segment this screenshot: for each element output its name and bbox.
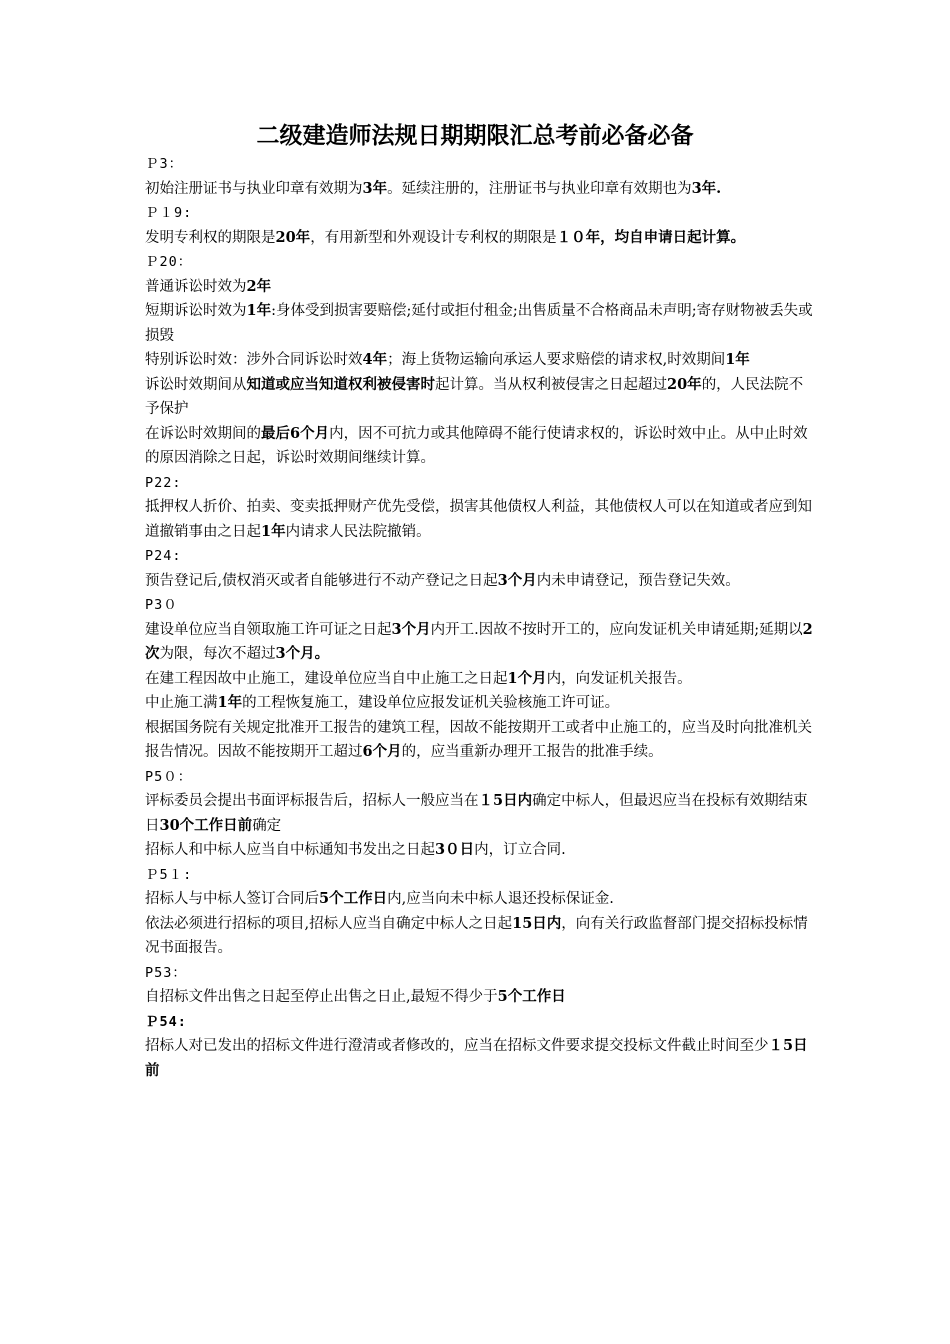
text-segment: 在诉讼时效期间的	[145, 425, 261, 442]
text-segment: 中止施工满	[145, 695, 218, 711]
text-segment: 的，应当重新办理开工报告的批准手续。	[401, 744, 663, 760]
text-segment: 内，订立合同.	[474, 842, 566, 858]
text-segment: 根据国务院有关规定批准开工报告的建筑工程，因故不能按期开工或者中止施工的，应当及时向批准机关报告情况。因故不能按期开工超过	[145, 719, 812, 760]
text-segment: P22:	[145, 474, 182, 491]
text-segment: P5０：	[145, 768, 193, 785]
paragraph	[145, 1034, 813, 1083]
highlighted-term: 20年	[667, 375, 702, 393]
text-segment: ，有用新型和外观设计专利权的期限是	[310, 229, 557, 246]
text-segment: P53：	[145, 964, 187, 981]
page-reference	[145, 863, 813, 888]
text-segment: 招标人和中标人应当自中标通知书发出之日起	[145, 842, 435, 858]
page-reference	[145, 961, 813, 986]
text-segment: 。延续注册的，注册证书与执业印章有效期也为	[387, 180, 692, 197]
highlighted-term: 最后6个月	[261, 424, 330, 442]
text-segment: 预告登记后,债权消灭或者自能够进行不动产登记之日起	[145, 572, 498, 589]
highlighted-term: １5日内	[478, 792, 533, 809]
highlighted-term: 20年	[275, 228, 311, 246]
text-segment: P24:	[145, 548, 182, 564]
text-segment: 的工程恢复施工，建设单位应报发证机关验核施工许可证。	[242, 695, 620, 711]
paragraph	[145, 985, 813, 1010]
highlighted-term: 6个月	[362, 743, 402, 760]
highlighted-term: 5个工作日	[319, 890, 388, 907]
text-segment: 的，人民法院不予保护	[145, 376, 804, 417]
highlighted-term: １5日前	[145, 1037, 808, 1079]
highlighted-term: 5个工作日	[497, 988, 566, 1005]
text-segment: ；海上货物运输向承运人要求赔偿的请求权,时效期间	[387, 352, 726, 368]
text-segment: 诉讼时效期间从	[145, 376, 247, 393]
text-segment: ，向有关行政监督部门提交招标投标情况书面报告。	[145, 915, 808, 956]
page-reference	[145, 544, 813, 569]
paragraph	[145, 618, 813, 667]
text-segment: 起计算。当从权利被侵害之日起超过	[435, 376, 667, 393]
paragraph	[145, 789, 813, 838]
paragraph	[145, 912, 813, 961]
paragraph	[145, 299, 813, 348]
text-segment: 内,应当向未中标人退还投标保证金.	[387, 891, 614, 907]
highlighted-term: 3０日	[435, 841, 475, 858]
highlighted-term: 3个月。	[275, 645, 330, 662]
text-segment: 内，向发证机关报告。	[546, 670, 692, 687]
document-title: 二级建造师法规日期期限汇总考前必备必备	[256, 122, 694, 149]
text-segment: 招标人与中标人签订合同后	[145, 891, 319, 907]
paragraph	[145, 348, 813, 373]
text-segment: 在建工程因故中止施工，建设单位应当自中止施工之日起	[145, 670, 508, 687]
text-segment: 内，因不可抗力或其他障碍不能行使请求权的，诉讼时效中止。从中止时效的原因消除之日起，诉讼时效期间继续计算。	[145, 425, 808, 466]
text-segment: Ｐ20：	[145, 254, 193, 270]
page-reference	[145, 471, 813, 496]
text-segment: 普通诉讼时效为	[145, 278, 247, 295]
paragraph	[145, 667, 813, 692]
text-segment: 特别诉讼时效：涉外合同诉讼时效	[145, 352, 363, 368]
text-segment: 招标人对已发出的招标文件进行澄清或者修改的，应当在招标文件要求提交投标文件截止时间至少	[145, 1038, 769, 1054]
text-segment: 内请求人民法院撤销。	[285, 523, 431, 540]
text-segment: 依法必须进行招标的项目,招标人应当自确定中标人之日起	[145, 915, 513, 932]
page-reference	[145, 152, 813, 177]
paragraph	[145, 495, 813, 544]
text-segment: 内未申请登记，预告登记失效。	[536, 572, 740, 589]
text-segment: Ｐ１9:	[145, 205, 193, 221]
paragraph	[145, 838, 813, 863]
page-reference	[145, 201, 813, 226]
text-segment: 评标委员会提出书面评标报告后，招标人一般应当在	[145, 793, 479, 809]
text-segment: 确定	[252, 817, 282, 834]
text-segment: 为限，每次不超过	[159, 646, 276, 662]
text-segment: 发明专利权的期限是	[145, 229, 276, 246]
document-body	[145, 152, 813, 1083]
paragraph	[145, 716, 813, 765]
highlighted-term: 知道或应当知道权利被侵害时	[246, 375, 435, 393]
paragraph	[145, 373, 813, 422]
text-segment: P3０	[145, 597, 178, 613]
paragraph	[145, 275, 813, 300]
highlighted-term: 1年	[217, 694, 243, 711]
text-segment: Ｐ3：	[145, 156, 184, 172]
highlighted-term: 3年	[362, 179, 388, 197]
highlighted-term: 2次	[145, 620, 813, 662]
highlighted-term: 3年.	[691, 179, 722, 197]
highlighted-term: 1年	[725, 351, 750, 368]
text-segment: 抵押权人折价、拍卖、变卖抵押财产优先受偿，损害其他债权人利益，其他债权人可以在知道或者应到知道撤销事由之日起	[145, 499, 812, 540]
text-segment: 确定中标人，但最迟应当在投标有效期结束日	[145, 793, 808, 834]
paragraph	[145, 569, 813, 594]
highlighted-term: １０年，均自申请日起计算。	[556, 228, 746, 246]
text-segment: 短期诉讼时效为	[145, 303, 247, 319]
text-segment: Ｐ5１:	[145, 866, 193, 883]
paragraph	[145, 887, 813, 912]
paragraph	[145, 691, 813, 716]
highlighted-term: 30个工作日前	[159, 816, 253, 834]
page-reference	[145, 1010, 813, 1035]
highlighted-term: 2年	[246, 277, 272, 295]
highlighted-term: Ｐ54:	[145, 1013, 187, 1030]
highlighted-term: 4年	[362, 351, 388, 368]
highlighted-term: 1年	[246, 302, 272, 319]
highlighted-term: 3个月	[391, 620, 431, 638]
text-segment: 自招标文件出售之日起至停止出售之日止,最短不得少于	[145, 989, 498, 1005]
highlighted-term: 3个月	[497, 571, 537, 589]
page-reference	[145, 765, 813, 790]
text-segment: 建设单位应当自领取施工许可证之日起	[145, 621, 392, 638]
highlighted-term: 1个月	[507, 669, 547, 687]
page-reference	[145, 250, 813, 275]
paragraph	[145, 422, 813, 471]
highlighted-term: 15日内	[512, 914, 562, 932]
paragraph	[145, 226, 813, 251]
highlighted-term: 1年	[261, 522, 286, 540]
text-segment: 初始注册证书与执业印章有效期为	[145, 180, 363, 197]
page-reference	[145, 593, 813, 618]
text-segment: :身体受到损害要赔偿;延付或拒付租金;出售质量不合格商品未声明;寄存财物被丢失或损毁	[145, 303, 813, 344]
paragraph	[145, 177, 813, 202]
text-segment: 内开工.因故不按时开工的，应向发证机关申请延期;延期以	[430, 621, 803, 638]
